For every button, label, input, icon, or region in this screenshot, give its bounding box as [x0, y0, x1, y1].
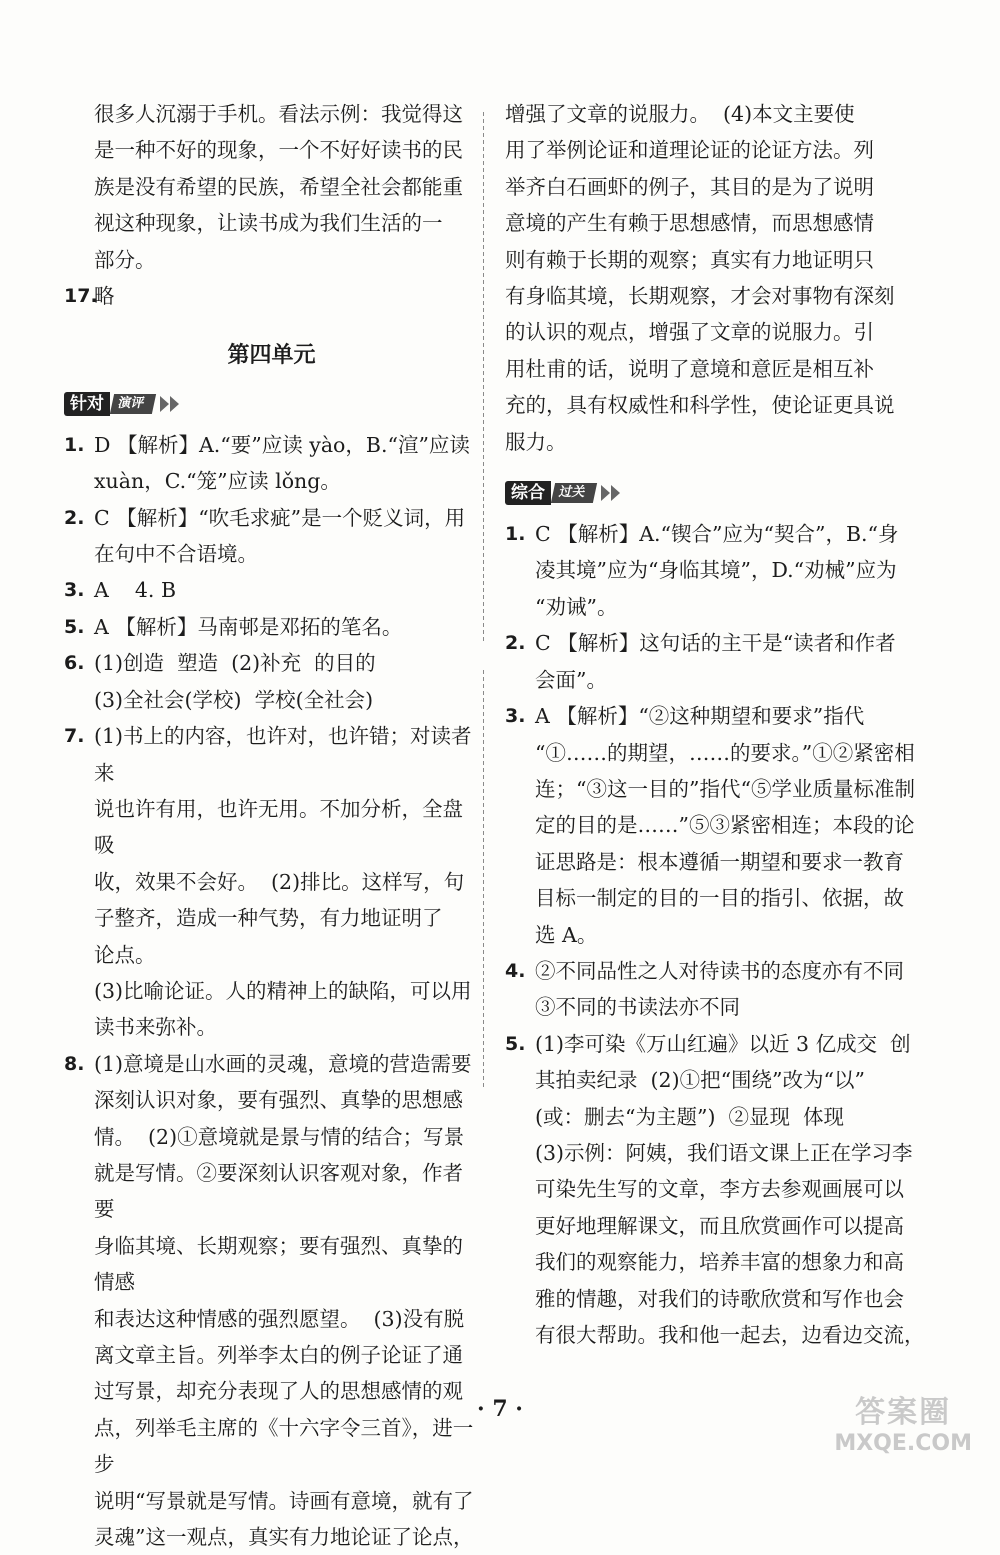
watermark-logo — [834, 1387, 972, 1456]
answer-item — [505, 625, 925, 698]
answer-item — [64, 645, 479, 718]
answer-number: 8. — [64, 1052, 85, 1075]
answer-text: A 4. B — [94, 578, 177, 603]
answer-text: D 【解析】A.“要”应读 yào，B.“渲”应读 xuàn，C.“笼”应读 lǒng。 — [94, 432, 470, 494]
answer-item — [64, 609, 479, 645]
answer-item — [505, 698, 925, 953]
answer-item — [505, 516, 925, 625]
answer-item — [64, 500, 479, 573]
answer-text: (1)创造 塑造 (2)补充 的目的 (3)全社会(学校) 学校(全社会) — [94, 651, 376, 712]
answer-item — [64, 427, 479, 500]
answer-text: ②不同品性之人对待读书的态度亦有不同 ③不同的书读法亦不同 — [535, 958, 904, 1020]
answer-text: A 【解析】马南邨是邓拓的笔名。 — [94, 614, 403, 639]
answer-item — [64, 1046, 479, 1555]
right-column — [505, 96, 925, 1353]
answer-number: 2. — [64, 506, 85, 529]
answer-number: 1. — [505, 523, 526, 546]
answer-number: 5. — [64, 615, 85, 638]
banner-label-sub: 过关 — [551, 483, 597, 503]
answer-item — [505, 1026, 925, 1354]
answer-17 — [64, 278, 479, 314]
watermark-url: MXQE.COM — [834, 1431, 972, 1456]
answer-number: 1. — [64, 433, 85, 456]
answer-text: (1)意境是山水画的灵魂，意境的营造需要 深刻认识对象，要有强烈、真挚的思想感 情。 (2)①意境就是景与情的结合；写景 就是写情。②要深刻认识客观对象，作者要 身临其境、长期观察；要有强烈、真挚的情感 和表达这种情感的强烈愿望。 (3)没有脱 离文章主旨。列举李太白的例子论证了通 过写景，却充分表现了人的思想感情的观 点，列举毛主席的《十六字令三首》，进一步 说明“写景就是写情。诗画有意境，就有了 灵魂”这一观点，真实有力地论证了论点， — [94, 1051, 474, 1550]
answer-number: 4. — [505, 959, 526, 982]
left-column — [64, 96, 479, 1555]
column-divider — [483, 670, 484, 1090]
page-number: · 7 · — [477, 1396, 523, 1422]
answer-text: (1)李可染《万山红遍》以近 3 亿成交 创 其拍卖纪录 (2)①把“围绕”改为“以” (或：删去“为主题”) ②显现 体现 (3)示例：阿姨，我们语文课上正在学习李 可染先生写的文章，李方去参观画展可以 更好地理解课文，而且欣赏画作可以提高 我们的观察能力，培养丰富的想象力和高 雅的情趣，对我们的诗歌欣赏和写作也会 有很大帮助。我和他一起去，边看边交流， — [535, 1031, 925, 1347]
double-arrow-icon — [160, 396, 180, 412]
answer-text: C 【解析】“吹毛求疵”是一个贬义词，用 在句中不合语境。 — [94, 505, 466, 567]
section-banner-targeted — [64, 389, 479, 419]
banner-label-sub: 演评 — [110, 394, 156, 414]
answer-number: 17. — [64, 285, 98, 308]
unit-title: 第四单元 — [227, 343, 316, 369]
answer-number: 6. — [64, 652, 85, 675]
continued-answer-8: 增强了文章的说服力。 (4)本文主要使 用了举例论证和道理论证的论证方法。列 举齐白石画虾的例子，其目的是为了说明 意境的产生有赖于思想感情，而思想感情 则有赖于长期的观察；真实有力地证明只 有身临其境，长期观察，才会对事物有深刻 的认识的观点，增强了文章的说服力。引 用杜甫的话，说明了意境和意匠是相互补 充的，具有权威性和科学性，使论证更具说 服力。 — [505, 102, 895, 454]
answer-text: 略 — [94, 284, 115, 309]
banner-label-main: 针对 — [64, 392, 110, 416]
column-divider — [483, 112, 484, 642]
answer-number: 3. — [505, 705, 526, 728]
answer-number: 3. — [64, 579, 85, 602]
answer-number: 2. — [505, 632, 526, 655]
answer-item — [505, 953, 925, 1026]
answer-number: 5. — [505, 1032, 526, 1055]
answer-text: C 【解析】A.“锲合”应为“契合”，B.“身 凌其境”应为“身临其境”，D.“劝械”应为 “劝诫”。 — [535, 522, 899, 619]
answer-number: 7. — [64, 725, 85, 748]
section-banner-comprehensive — [505, 478, 925, 508]
answer-text: A 【解析】“②这种期望和要求”指代 “①……的期望，……的要求。”①②紧密相 连；“③这一目的”指代“⑤学业质量标准制 定的目的是……”⑤③紧密相连；本段的论 证思路是：根本遵循一期望和要求一教育 目标一制定的目的一目的指引、依据，故 选 A。 — [535, 704, 915, 947]
continued-answer-16: 很多人沉溺于手机。看法示例：我觉得这 是一种不好的现象，一个不好好读书的民 族是没有希望的民族，希望全社会都能重 视这种现象，让读书成为我们生活的一 部分。 — [94, 102, 463, 272]
answer-text: C 【解析】这句话的主干是“读者和作者 会面”。 — [535, 631, 896, 692]
watermark-text: 答案圈 — [855, 1395, 952, 1430]
answer-item — [64, 572, 479, 608]
double-arrow-icon — [601, 485, 621, 501]
banner-label-main: 综合 — [505, 481, 551, 505]
answer-item — [64, 718, 479, 1046]
answer-text: (1)书上的内容，也许对，也许错；对读者来 说也许有用，也许无用。不加分析，全盘吸 收，效果不会好。 (2)排比。这样写，句 子整齐，造成一种气势，有力地证明了 论点。 (3)比喻论证。人的精神上的缺陷，可以用 读书来弥补。 — [94, 724, 472, 1040]
